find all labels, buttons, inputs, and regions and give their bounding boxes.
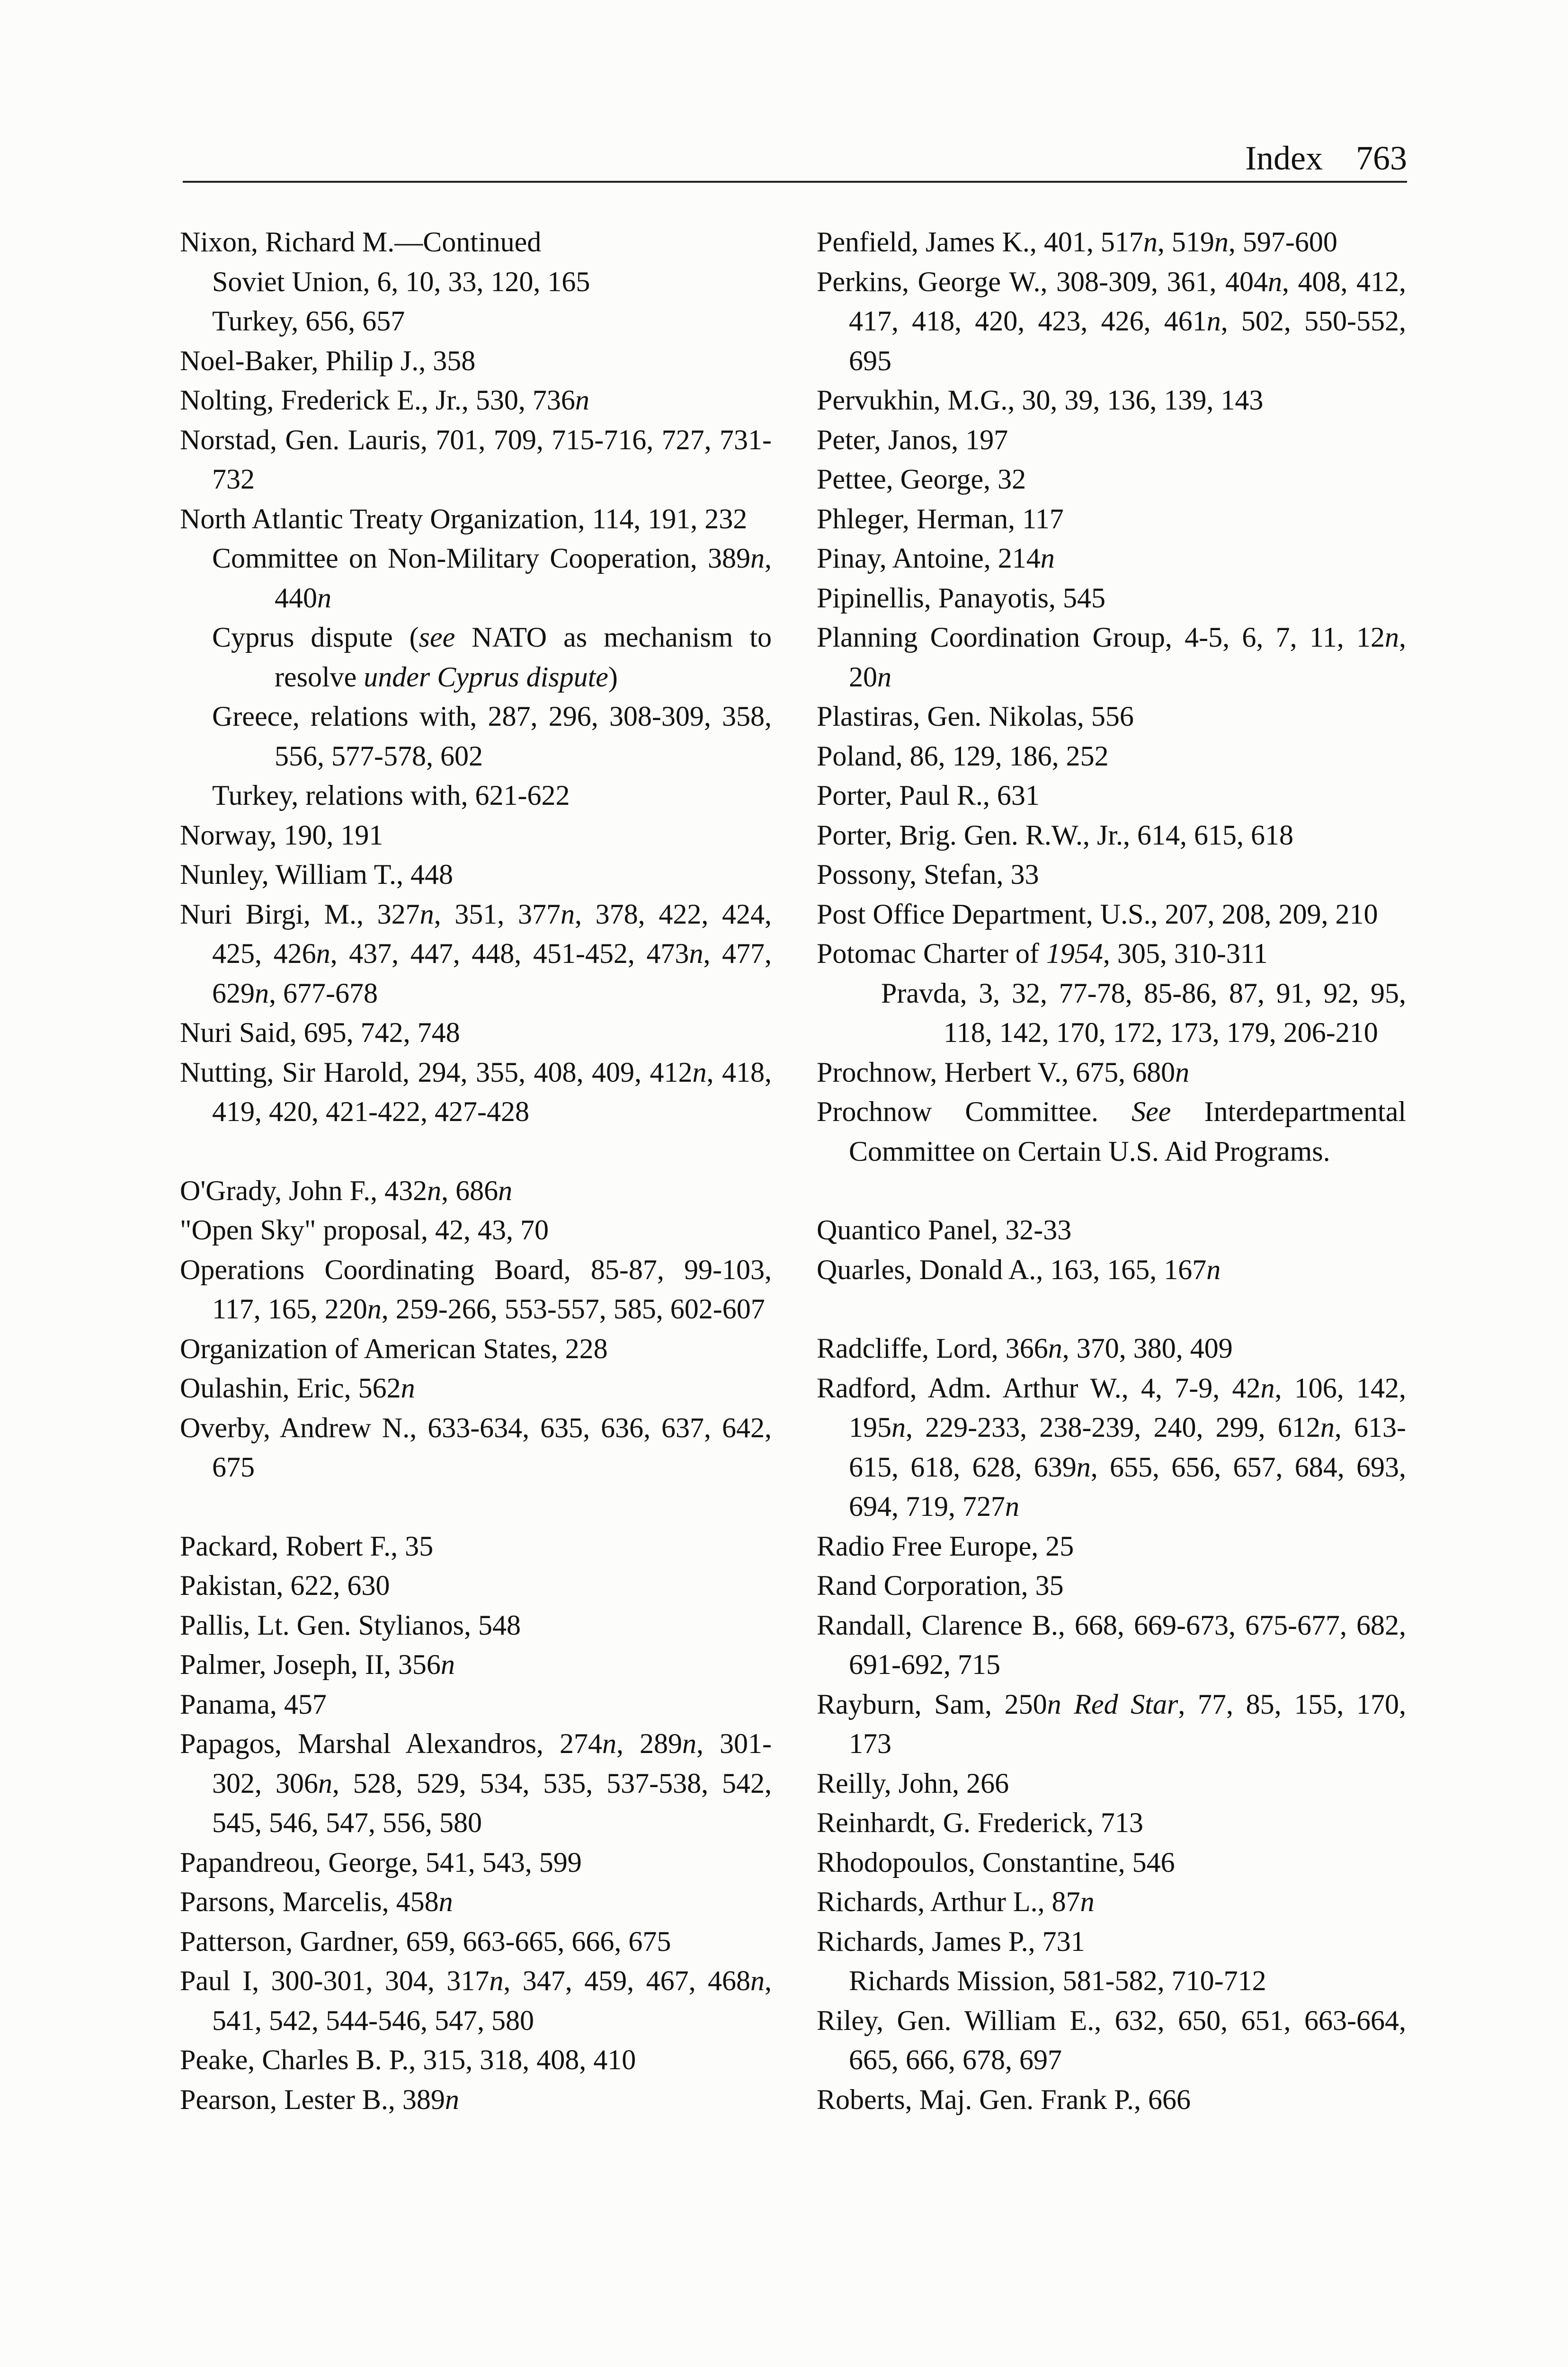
index-subentry: Turkey, 656, 657 — [212, 305, 405, 337]
index-subentry: Richards Mission, 581-582, 710-712 — [849, 1965, 1266, 1996]
index-entry: Rhodopoulos, Constantine, 546 — [817, 1846, 1175, 1878]
index-entry: Penfield, James K., 401, 517n, 519n, 597-600 — [817, 226, 1337, 258]
index-entry: North Atlantic Treaty Organization, 114, 191, 232 — [180, 503, 748, 534]
index-entry: Oulashin, Eric, 562n — [180, 1372, 415, 1404]
index-entry: Pipinellis, Panayotis, 545 — [817, 582, 1106, 614]
index-entry: Porter, Paul R., 631 — [817, 780, 1040, 811]
index-entry: Papagos, Marshal Alexandros, 274n, 289n, 301-302, 306n, 528, 529, 534, 535, 537-538, 542, 545, 546, 547, 556, 580 — [180, 1728, 772, 1838]
index-entry: Packard, Robert F., 35 — [180, 1530, 434, 1562]
index-entry: Nixon, Richard M.—Continued — [180, 226, 542, 258]
index-entry: Nolting, Frederick E., Jr., 530, 736n — [180, 384, 589, 416]
index-entry: Possony, Stefan, 33 — [817, 859, 1039, 890]
index-entry: Rayburn, Sam, 250n Red Star, 77, 85, 155, 170, 173 — [817, 1688, 1406, 1759]
index-entry: Riley, Gen. William E., 632, 650, 651, 663-664, 665, 666, 678, 697 — [817, 2004, 1406, 2075]
header-label — [1245, 139, 1407, 178]
index-entry: Phleger, Herman, 117 — [817, 503, 1064, 534]
index-entry: Rand Corporation, 35 — [817, 1570, 1064, 1601]
index-entry: Pakistan, 622, 630 — [180, 1570, 390, 1601]
index-entry: Planning Coordination Group, 4-5, 6, 7, 11, 12n, 20n — [817, 622, 1406, 693]
index-entry: Norstad, Gen. Lauris, 701, 709, 715-716, 727, 731-732 — [180, 424, 772, 495]
index-entry: Nuri Birgi, M., 327n, 351, 377n, 378, 422, 424, 425, 426n, 437, 447, 448, 451-452, 473n, 477, 629n, 677-678 — [180, 898, 772, 1009]
index-entry: Richards, James P., 731 — [817, 1925, 1085, 1957]
index-entry: Nutting, Sir Harold, 294, 355, 408, 409, 412n, 418, 419, 420, 421-422, 427-428 — [180, 1056, 772, 1127]
index-entry: Pervukhin, M.G., 30, 39, 136, 139, 143 — [817, 384, 1264, 416]
index-entry: Reilly, John, 266 — [817, 1767, 1009, 1799]
index-entry: Pallis, Lt. Gen. Stylianos, 548 — [180, 1609, 521, 1641]
index-subentry: Pravda, 3, 32, 77-78, 85-86, 87, 91, 92, 95, 118, 142, 170, 172, 173, 179, 206-210 — [881, 977, 1406, 1048]
index-entry: Organization of American States, 228 — [180, 1333, 608, 1364]
index-entry: Noel-Baker, Philip J., 358 — [180, 345, 476, 376]
index-subentry: Soviet Union, 6, 10, 33, 120, 165 — [212, 266, 590, 297]
index-entry: Perkins, George W., 308-309, 361, 404n, 408, 412, 417, 418, 420, 423, 426, 461n, 502, 550-552, 695 — [817, 266, 1407, 376]
page-number: 763 — [1356, 139, 1407, 177]
index-subentry: Committee on Non-Military Cooperation, 389n, 440n — [212, 543, 772, 614]
index-entry: Radcliffe, Lord, 366n, 370, 380, 409 — [817, 1333, 1233, 1364]
index-entry: Porter, Brig. Gen. R.W., Jr., 614, 615, 618 — [817, 819, 1294, 851]
index-entry: Peake, Charles B. P., 315, 318, 408, 410 — [180, 2044, 636, 2075]
index-entry: Nuri Said, 695, 742, 748 — [180, 1017, 460, 1048]
index-entry: Roberts, Maj. Gen. Frank P., 666 — [817, 2083, 1191, 2115]
index-subentry: Cyprus dispute (see NATO as mechanism to resolve under Cyprus dispute) — [212, 622, 772, 693]
index-entry: Parsons, Marcelis, 458n — [180, 1886, 453, 1917]
index-subentry: Turkey, relations with, 621-622 — [212, 780, 570, 811]
index-entry: Norway, 190, 191 — [180, 819, 383, 851]
index-entry: Peter, Janos, 197 — [817, 424, 1008, 455]
index-entry: Radford, Adm. Arthur W., 4, 7-9, 42n, 106, 142, 195n, 229-233, 238-239, 240, 299, 612n, 613-615, 618, 628, 639n, 655, 656, 657, 684, 693, 694, 719, 727n — [817, 1372, 1406, 1522]
index-column-left — [180, 222, 772, 2119]
index-entry: Poland, 86, 129, 186, 252 — [817, 740, 1109, 772]
index-entry: "Open Sky" proposal, 42, 43, 70 — [180, 1214, 549, 1246]
index-entry: Radio Free Europe, 25 — [817, 1530, 1074, 1562]
index-entry: Palmer, Joseph, II, 356n — [180, 1649, 455, 1680]
index-entry: Randall, Clarence B., 668, 669-673, 675-677, 682, 691-692, 715 — [817, 1609, 1406, 1680]
index-entry: Pearson, Lester B., 389n — [180, 2083, 459, 2115]
header-title: Index — [1245, 139, 1323, 177]
index-entry: Pettee, George, 32 — [817, 463, 1026, 495]
index-entry: Patterson, Gardner, 659, 663-665, 666, 675 — [180, 1925, 671, 1957]
page-header — [183, 138, 1407, 183]
index-column-right — [817, 222, 1406, 2119]
index-subentry: Greece, relations with, 287, 296, 308-309, 358, 556, 577-578, 602 — [212, 701, 772, 772]
index-entry: Quantico Panel, 32-33 — [817, 1214, 1072, 1246]
index-entry: Nunley, William T., 448 — [180, 859, 453, 890]
index-entry: O'Grady, John F., 432n, 686n — [180, 1175, 513, 1206]
index-entry: Prochnow, Herbert V., 675, 680n — [817, 1056, 1190, 1088]
index-entry: Plastiras, Gen. Nikolas, 556 — [817, 701, 1134, 732]
index-entry: Overby, Andrew N., 633-634, 635, 636, 637, 642, 675 — [180, 1412, 772, 1483]
index-entry: Pinay, Antoine, 214n — [817, 543, 1055, 574]
index-entry: Paul I, 300-301, 304, 317n, 347, 459, 467, 468n, 541, 542, 544-546, 547, 580 — [180, 1965, 772, 2036]
index-entry: Post Office Department, U.S., 207, 208, 209, 210 — [817, 898, 1378, 930]
index-entry: Potomac Charter of 1954, 305, 310-311 — [817, 938, 1268, 969]
index-entry: Panama, 457 — [180, 1688, 327, 1720]
index-entry: Prochnow Committee. See Interdepartmental Committee on Certain U.S. Aid Programs. — [817, 1096, 1406, 1167]
index-entry: Papandreou, George, 541, 543, 599 — [180, 1846, 582, 1878]
index-entry: Operations Coordinating Board, 85-87, 99-103, 117, 165, 220n, 259-266, 553-557, 585, 602-607 — [180, 1254, 772, 1325]
index-entry: Reinhardt, G. Frederick, 713 — [817, 1807, 1143, 1838]
index-entry: Quarles, Donald A., 163, 165, 167n — [817, 1254, 1221, 1285]
index-entry: Richards, Arthur L., 87n — [817, 1886, 1095, 1917]
